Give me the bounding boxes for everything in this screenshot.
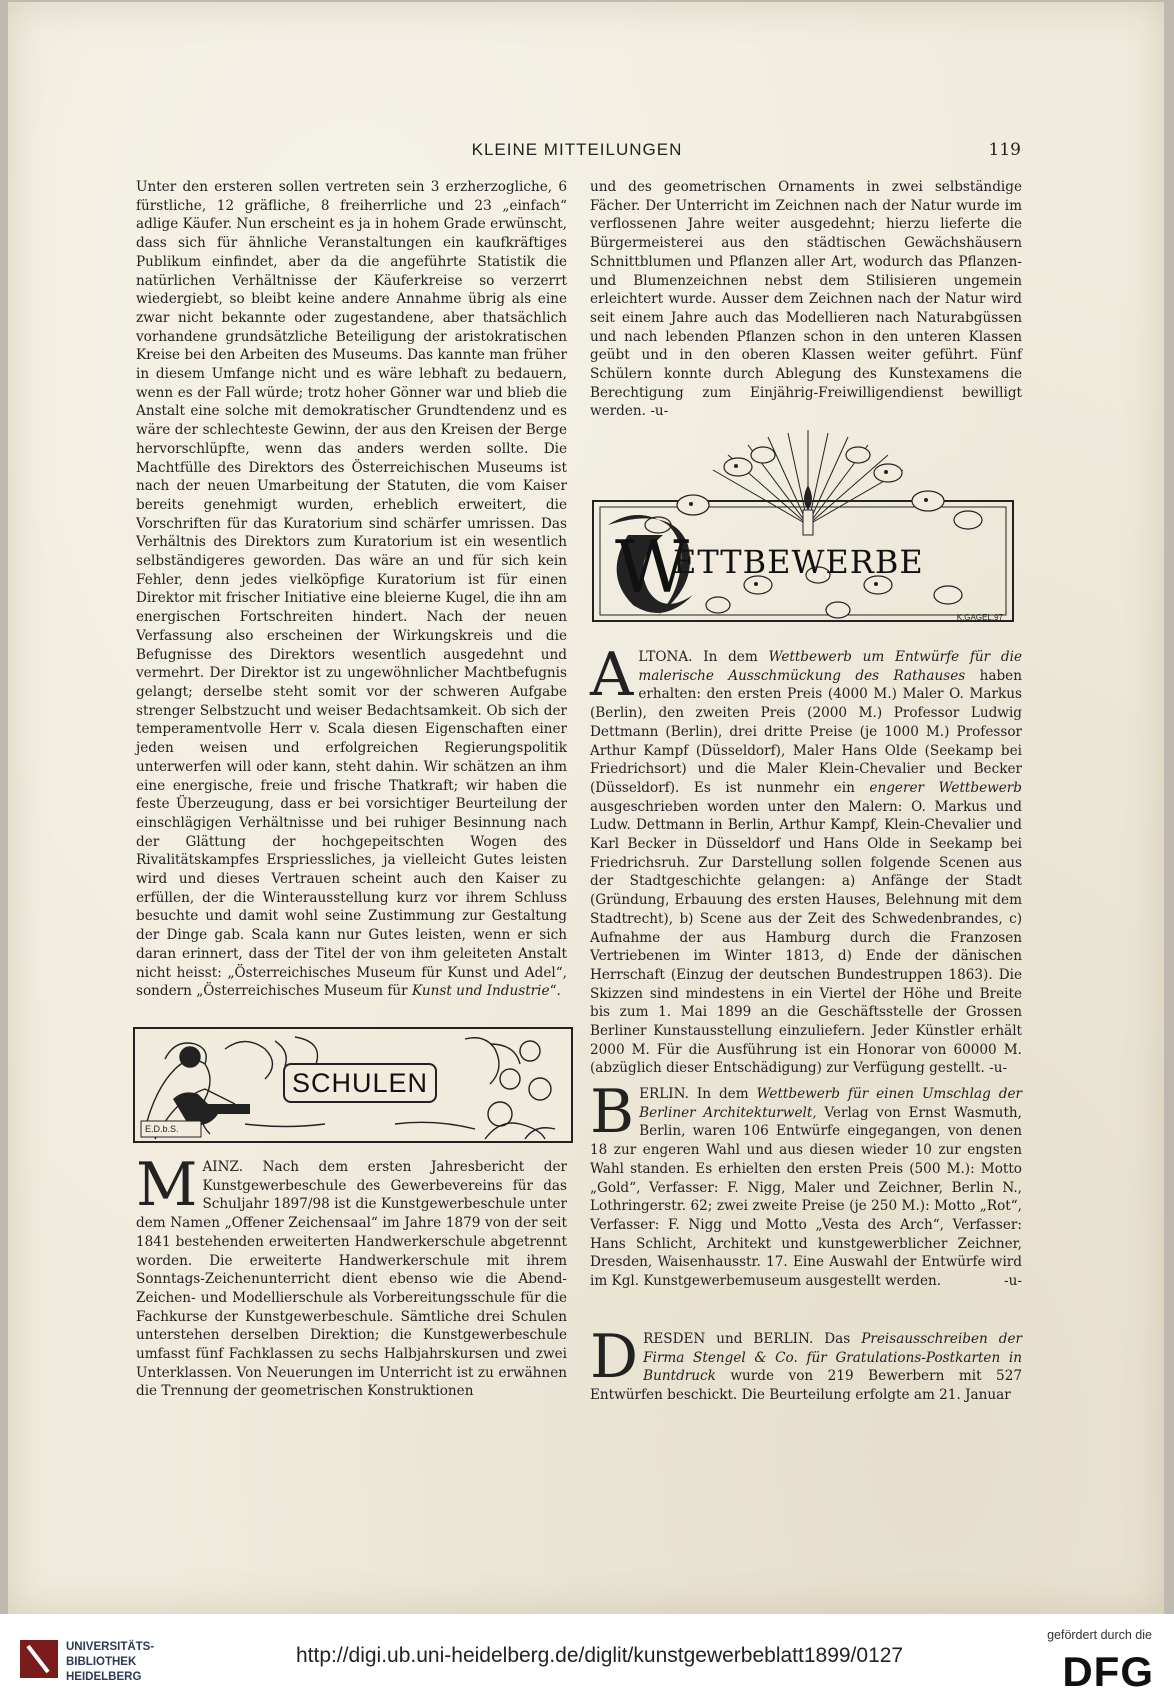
dresden-text-1: wurde von 219 Bewerbern mit 527 Entwürfen beschickt. Die Beurteilung erfolgte am 21. Januar	[590, 1368, 1022, 1404]
altona-initial: A	[590, 640, 634, 710]
right-top-signature: -u-	[650, 403, 669, 420]
berlin-article	[590, 1077, 1022, 1291]
running-title: KLEINE MITTEILUNGEN	[471, 140, 683, 159]
dfg-logo: DFG	[1062, 1648, 1154, 1695]
wettbewerbe-banner	[588, 425, 1028, 630]
mainz-initial: M	[136, 1150, 198, 1220]
funded-by-label: gefördert durch die	[1047, 1628, 1152, 1642]
altona-text-1: haben erhalten: den ersten Preis (4000 M.) Maler O. Markus (Berlin), den zweiten Preis (2000 M.) Professor Ludwig Dettmann (Berlin), drei dritte Preise (je 1000 M.) Professor Arthur Kampf (Düsseldorf), Maler Hans Olde (Seekamp bei Friedrichsort) und die Maler Klein-Chevalier und Becker (Düsseldorf). Es ist nunmehr ein	[590, 667, 1022, 796]
page-number: 119	[988, 140, 1021, 160]
wettbewerbe-initial: W	[615, 525, 690, 609]
scanned-page	[8, 2, 1164, 1614]
library-line-3: HEIDELBERG	[66, 1671, 142, 1683]
dresden-lead: RESDEN und BERLIN. Das	[643, 1331, 851, 1347]
altona-text-2: ausgeschrieben worden unter den Malern: O. Markus und Ludw. Dettmann in Berlin, Arthur Kampf, Klein-Chevalier und Karl Becker in Düsseldorf und Hans Olde in Seekamp bei Friedrichsruh. Zur Darstellung sollen folgende Scenen aus der Stadtgeschichte gelangen: a) Anfänge der Stadt (Gründung, Erbauung des ersten Hauses, Belehnung mit dem Stadtrecht), b) Scene aus der Zeit des Schwedenbrandes, c) Aufnahme der aus Hamburg durch die Franzosen Vertriebenen im Winter 1813, d) Ende der dänischen Herrschaft (Einzug der deutschen Bundestruppen 1863). Die Skizzen sind mindestens in ein Viertel der Höhe und Breite bis zum 1. Mai 1899 an die Geschäftsstelle der Grossen Berliner Kunstausstellung einzuliefern. Jeder Künstler erhält 2000 M. Für die Ausführung ist ein Honorar von 60000 M. (abzüglich dieser Entschädigung) zur Verfügung gestellt.	[590, 798, 1022, 1077]
berlin-lead: ERLIN. In dem	[639, 1086, 749, 1102]
berlin-initial: B	[590, 1077, 635, 1147]
university-library-logo-icon	[18, 1638, 60, 1680]
dresden-italic-1: Preisausschreiben der Firma Stengel & Co. für Gratulations-Postkarten in Buntdruck	[643, 1331, 1023, 1385]
schulen-monogram: E.D.b.S.	[145, 1124, 179, 1134]
mainz-text: AINZ. Nach dem ersten Jahresbericht der Kunstgewerbeschule des Gewerbevereins für das Schuljahr 1897/98 ist die Kunstgewerbeschule unter dem Namen „Offener Zeichensaal“ im Jahre 1879 von der seit 1841 bestehenden erweiterten Handwerkerschule abgetrennt worden. Die erweiterte Handwerkerschule mit ihrem Sonntags-Zeichenunterricht dient ebenso wie die Abend-Zeichen- und Modellierschule als Vorbereitungsschule für die Fachkurse der Kunstgewerbeschule. Sämtliche drei Schulen unterstehen derselben Direktion; die Kunstgewerbeschule umfasst fünf Fachklassen zu sechs Halbjahrskursen und zwei Unterklassen. Von Neuerungen im Unterricht ist zu erwähnen die Trennung der geometrischen Konstruktionen	[136, 1159, 567, 1400]
dresden-article	[590, 1322, 1023, 1405]
viewer-footer	[0, 1614, 1174, 1705]
berlin-italic-1: Wettbewerb für einen Umschlag der Berliner Architekturwelt,	[639, 1086, 1022, 1121]
schulen-banner	[133, 1027, 573, 1143]
schulen-title: SCHULEN	[291, 1068, 429, 1098]
altona-italic-2: engerer Wettbewerb	[869, 779, 1023, 796]
altona-italic-1: Wettbewerb um Entwürfe für die malerische Ausschmückung des Rathauses	[638, 649, 1022, 684]
left-italic-end: Kunst und Industrie	[411, 983, 550, 1000]
right-top-text: und des geometrischen Ornaments in zwei selbständige Fächer. Der Unterricht im Zeichnen nach der Natur wurde im verflossenen Jahre weiter ausgedehnt; hierzu lieferte die Bürgermeisterei aus den städtischen Gewächshäusern Schnittblumen und Pflanzen aller Art, wodurch das Pflanzen- und Blumenzeichnen nebst dem Stilisieren ungemein erleichtert wurde. Ausser dem Zeichnen nach der Natur wird seit einem Jahre auch das Modellieren nach Naturabgüssen und nach lebenden Pflanzen schon in den unteren Klassen geübt und in den oberen Klassen weiter geführt. Fünf Schülern konnte durch Ablegung des Kunstexamens die Berechtigung zum Einjährig-Freiwilligendienst bewilligt werden.	[590, 179, 1022, 420]
library-line-2: BIBLIOTHEK	[66, 1656, 137, 1668]
altona-lead: LTONA. In dem	[638, 649, 758, 665]
wettbewerbe-title-row	[615, 525, 924, 609]
left-column-article	[136, 178, 567, 1001]
library-line-1: UNIVERSITÄTS-	[66, 1641, 155, 1653]
running-header	[133, 140, 1021, 166]
berlin-text-1: Verlag von Ernst Wasmuth, Berlin, waren 106 Entwürfe eingegangen, von denen 18 zur engeren Wahl und aus diesen wieder 10 zur engsten Wahl standen. Es erhielten den ersten Preis (500 M.): Motto „Gold“, Verfasser: F. Nigg, Maler und Zeichner, Berlin N., Lothringerstr. 62; zwei zweite Preise (je 250 M.): Motto „Rot“, Verfasser: F. Nigg und Motto „Vesta des Arch“, Verfasser: Hans Schlicht, Architekt und kunstgewerblicher Zeichner, Dresden, Waisenhausstr. 17. Eine Auswahl der Entwürfe wird im Kgl. Kunstgewerbemuseum ausgestellt werden.	[590, 1104, 1022, 1290]
left-paragraph: Unter den ersteren sollen vertreten sein 3 erzherzogliche, 6 fürstliche, 12 gräfliche, 8 freiherrliche und 23 „einfach“ adlige Käufer. Nun erscheint es ja in hohem Grade erwünscht, dass sich für ähnliche Veranstaltungen ein kaufkräftiges Publikum einfindet, aber da die angeführte Statistik die natürlichen Verhältnisse der Käuferkreise so verzerrt wiedergiebt, so bleibt keine andere Annahme übrig als eine zwar nicht bekannte oder zugestandene, aber thatsächlich vorhandene grundsätzliche Beteiligung der aristokratischen Kreise bei den Arbeiten des Museums. Das kannte man früher in diesem Umfange nicht und es wäre lebhaft zu bedauern, wenn es der Fall würde; trotz hoher Gönner war und blieb die Anstalt eine solche mit demokratischer Grundtendenz und es wäre der schlechteste Gewinn, der aus den Kreisen der Berge hervorschlüpfte, wenn das anders werden sollte. Die Machtfülle des Direktors des Österreichischen Museums ist nach der neuen Umarbeitung der Statuten, die vom Kaiser bereits genehmigt wurden, erheblich erweitert, die Vorschriften für das Kuratorium sind schärfer umrissen. Das Verhältnis des Direktors zum Kuratorium ist ein wesentlich selbständigeres geworden. Das wäre an und für sich kein Fehler, denn jedes vielköpfige Kuratorium ist für einen Direktor mit frischer Initiative eine bleierne Kugel, die ihn am energischen Fortschreiten hindert. Nach der neuen Verfassung also erscheinen der Wirkungskreis und die Befugnisse des Direktors wesentlich ausgedehnt und vermehrt. Der Direktor ist zu ungewöhnlicher Machtbefugnis gelangt; derselbe steht somit vor der schweren Aufgabe strenger Selbstzucht und weiser Bedachtsamkeit. Ob sich der temperamentvolle Herr v. Scala diesen Eigenschaften einer jeden weisen und erfolgreichen Regierungspolitik unterwerfen will oder kann, steht dahin. Wir schätzen an ihm eine energische, freie und frische Thatkraft; wir haben die feste Überzeugung, dass er bei vorsichtiger Beurteilung der einschlägigen Verhältnisse und bei ruhiger Besinnung nach der Glättung der hochgepeitschten Wogen des Rivalitätskampfes Erspriessliches, ja vielleicht Gutes leisten wird und dieses Vertrauen scheint auch den Kaiser zu erfüllen, der die Winterausstellung kurz vor ihrem Schluss besuchte und damit wohl seine Zustimmung zur Gestaltung der Dinge gab. Scala kann nur Gutes leisten, wenn er sich daran erinnert, dass der Titel der von ihm geleiteten Anstalt nicht heisst: „Österreichisches Museum für Kunst und Adel“, sondern „Österreichisches Museum für	[136, 179, 567, 1000]
wettbewerbe-artist-signature: K.GAGEL.97	[956, 613, 1003, 622]
mainz-article	[136, 1150, 567, 1401]
left-end-mark: “.	[549, 983, 561, 1000]
dresden-initial: D	[590, 1322, 639, 1392]
schulen-title-box	[283, 1063, 437, 1103]
wettbewerbe-title: ETTBEWERBE	[673, 543, 924, 581]
altona-article	[590, 640, 1023, 1078]
altona-signature: -u-	[989, 1060, 1008, 1077]
berlin-signature: -u-	[1004, 1273, 1022, 1290]
university-library-name	[66, 1640, 154, 1685]
permalink-url[interactable]: http://digi.ub.uni-heidelberg.de/diglit/kunstgewerbeblatt1899/0127	[296, 1644, 904, 1667]
right-column-article	[590, 178, 1022, 421]
